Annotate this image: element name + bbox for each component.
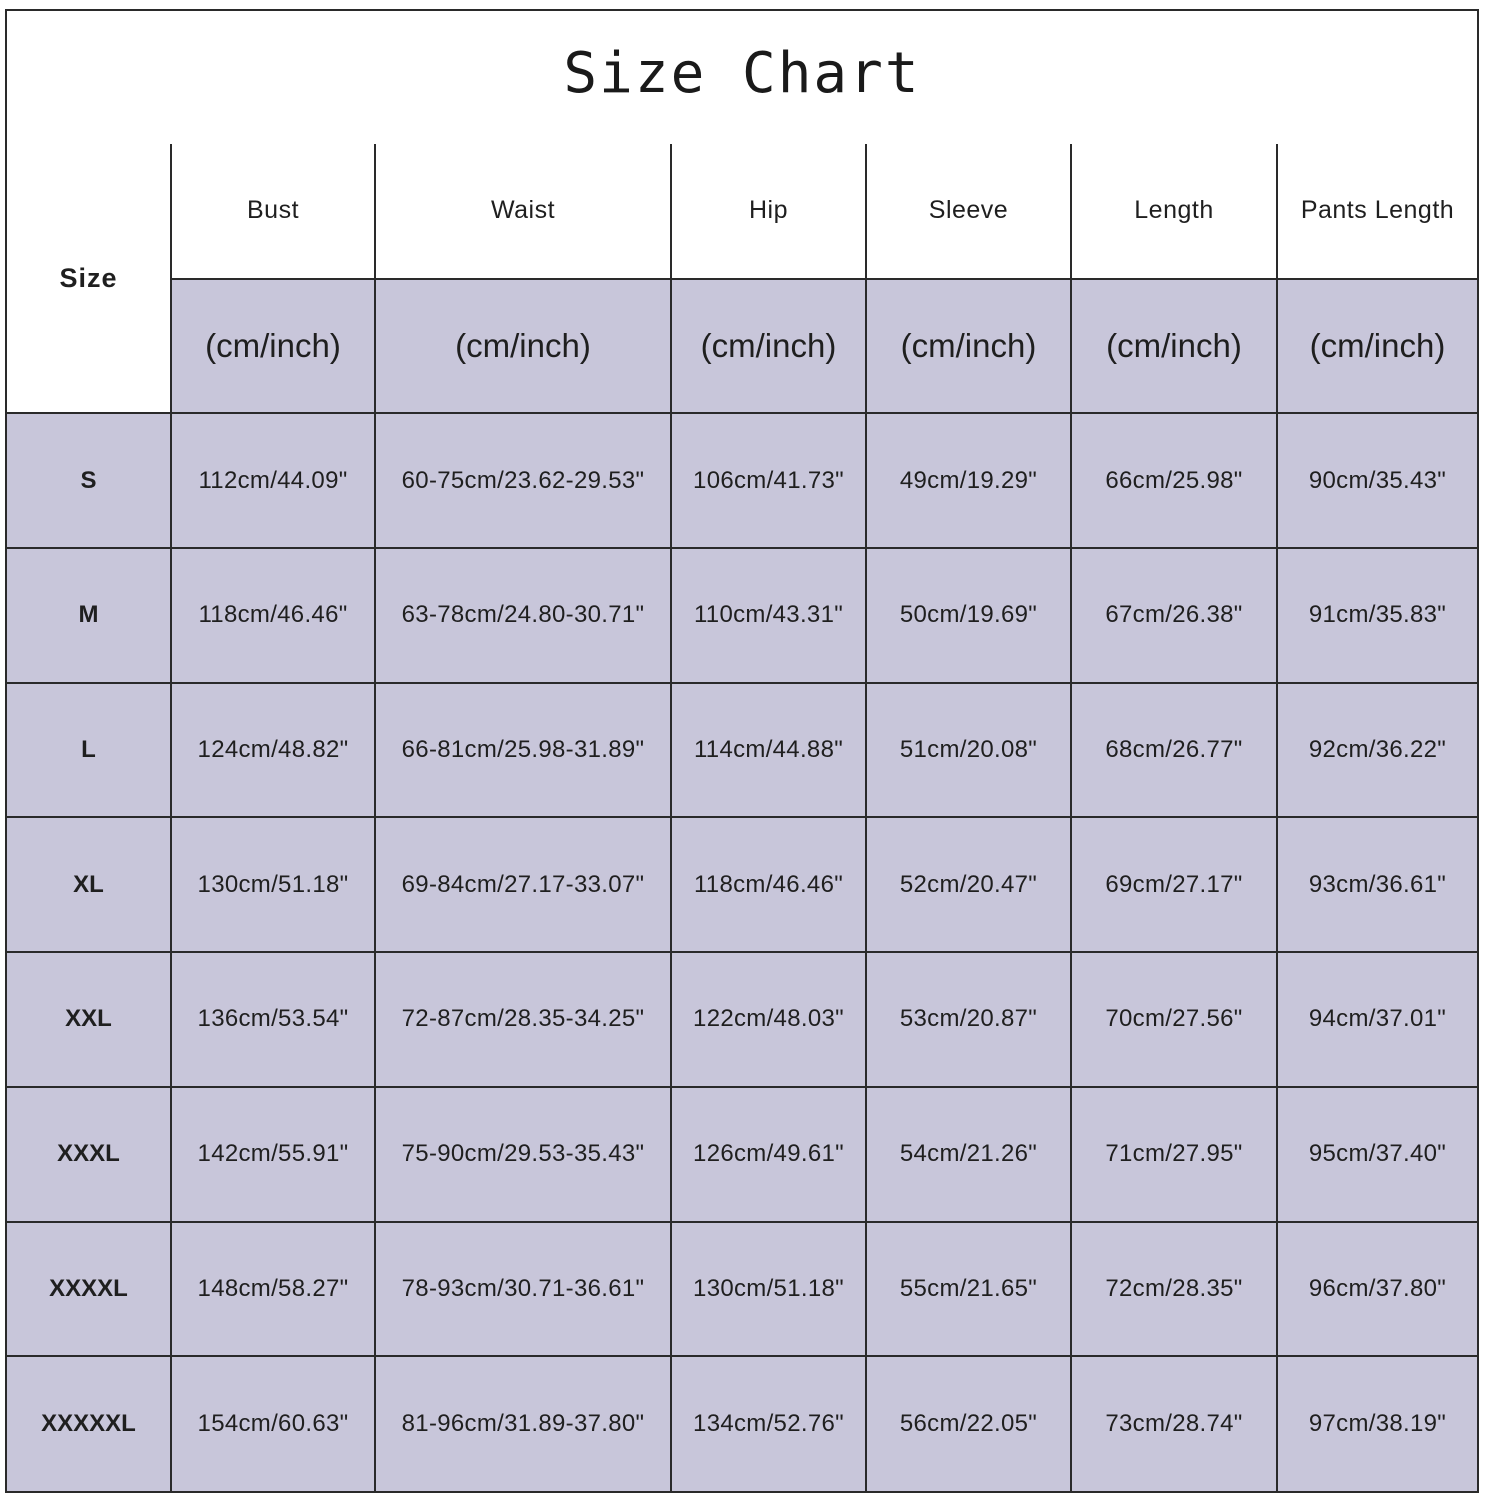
title-bar bbox=[7, 11, 1477, 146]
cell-length: 72cm/28.35" bbox=[1071, 1222, 1277, 1357]
table-row bbox=[7, 1087, 1477, 1222]
cell-sleeve: 51cm/20.08" bbox=[866, 683, 1071, 818]
cell-sleeve: 55cm/21.65" bbox=[866, 1222, 1071, 1357]
table-row bbox=[7, 1356, 1477, 1491]
unit-label-hip: (cm/inch) bbox=[671, 279, 866, 414]
size-cell: S bbox=[7, 413, 171, 548]
cell-hip: 118cm/46.46" bbox=[671, 817, 866, 952]
cell-bust: 130cm/51.18" bbox=[171, 817, 375, 952]
cell-bust: 118cm/46.46" bbox=[171, 548, 375, 683]
cell-waist: 75-90cm/29.53-35.43" bbox=[375, 1087, 671, 1222]
cell-hip: 110cm/43.31" bbox=[671, 548, 866, 683]
cell-length: 68cm/26.77" bbox=[1071, 683, 1277, 818]
cell-length: 73cm/28.74" bbox=[1071, 1356, 1277, 1491]
column-header-pants-length: Pants Length bbox=[1277, 144, 1477, 279]
table-row bbox=[7, 952, 1477, 1087]
unit-row bbox=[7, 279, 1477, 414]
cell-sleeve: 56cm/22.05" bbox=[866, 1356, 1071, 1491]
cell-hip: 106cm/41.73" bbox=[671, 413, 866, 548]
cell-length: 66cm/25.98" bbox=[1071, 413, 1277, 548]
column-header-bust: Bust bbox=[171, 144, 375, 279]
cell-sleeve: 50cm/19.69" bbox=[866, 548, 1071, 683]
cell-sleeve: 49cm/19.29" bbox=[866, 413, 1071, 548]
cell-pants-length: 91cm/35.83" bbox=[1277, 548, 1477, 683]
cell-waist: 81-96cm/31.89-37.80" bbox=[375, 1356, 671, 1491]
cell-length: 69cm/27.17" bbox=[1071, 817, 1277, 952]
cell-waist: 63-78cm/24.80-30.71" bbox=[375, 548, 671, 683]
cell-hip: 122cm/48.03" bbox=[671, 952, 866, 1087]
cell-sleeve: 54cm/21.26" bbox=[866, 1087, 1071, 1222]
cell-pants-length: 96cm/37.80" bbox=[1277, 1222, 1477, 1357]
unit-label-waist: (cm/inch) bbox=[375, 279, 671, 414]
column-header-waist: Waist bbox=[375, 144, 671, 279]
column-header-length: Length bbox=[1071, 144, 1277, 279]
cell-hip: 114cm/44.88" bbox=[671, 683, 866, 818]
cell-sleeve: 53cm/20.87" bbox=[866, 952, 1071, 1087]
cell-length: 67cm/26.38" bbox=[1071, 548, 1277, 683]
unit-label-pants-length: (cm/inch) bbox=[1277, 279, 1477, 414]
cell-sleeve: 52cm/20.47" bbox=[866, 817, 1071, 952]
size-cell: XXXL bbox=[7, 1087, 171, 1222]
size-cell: XL bbox=[7, 817, 171, 952]
header-row bbox=[7, 144, 1477, 279]
cell-pants-length: 92cm/36.22" bbox=[1277, 683, 1477, 818]
cell-waist: 66-81cm/25.98-31.89" bbox=[375, 683, 671, 818]
size-chart bbox=[5, 9, 1479, 1493]
cell-pants-length: 97cm/38.19" bbox=[1277, 1356, 1477, 1491]
size-cell: XXL bbox=[7, 952, 171, 1087]
size-cell: M bbox=[7, 548, 171, 683]
page-title: Size Chart bbox=[563, 41, 921, 106]
unit-label-length: (cm/inch) bbox=[1071, 279, 1277, 414]
size-table bbox=[7, 144, 1477, 1491]
cell-pants-length: 93cm/36.61" bbox=[1277, 817, 1477, 952]
cell-pants-length: 95cm/37.40" bbox=[1277, 1087, 1477, 1222]
unit-label-sleeve: (cm/inch) bbox=[866, 279, 1071, 414]
cell-bust: 112cm/44.09" bbox=[171, 413, 375, 548]
size-column-header: Size bbox=[7, 144, 171, 413]
cell-bust: 154cm/60.63" bbox=[171, 1356, 375, 1491]
table-row bbox=[7, 683, 1477, 818]
cell-hip: 126cm/49.61" bbox=[671, 1087, 866, 1222]
unit-label-bust: (cm/inch) bbox=[171, 279, 375, 414]
column-header-hip: Hip bbox=[671, 144, 866, 279]
size-cell: XXXXXL bbox=[7, 1356, 171, 1491]
cell-bust: 136cm/53.54" bbox=[171, 952, 375, 1087]
size-cell: XXXXL bbox=[7, 1222, 171, 1357]
cell-hip: 134cm/52.76" bbox=[671, 1356, 866, 1491]
cell-bust: 124cm/48.82" bbox=[171, 683, 375, 818]
cell-bust: 148cm/58.27" bbox=[171, 1222, 375, 1357]
cell-waist: 72-87cm/28.35-34.25" bbox=[375, 952, 671, 1087]
cell-pants-length: 94cm/37.01" bbox=[1277, 952, 1477, 1087]
cell-length: 71cm/27.95" bbox=[1071, 1087, 1277, 1222]
cell-length: 70cm/27.56" bbox=[1071, 952, 1277, 1087]
column-header-sleeve: Sleeve bbox=[866, 144, 1071, 279]
table-row bbox=[7, 548, 1477, 683]
size-cell: L bbox=[7, 683, 171, 818]
cell-waist: 78-93cm/30.71-36.61" bbox=[375, 1222, 671, 1357]
cell-pants-length: 90cm/35.43" bbox=[1277, 413, 1477, 548]
cell-hip: 130cm/51.18" bbox=[671, 1222, 866, 1357]
table-row bbox=[7, 413, 1477, 548]
cell-waist: 60-75cm/23.62-29.53" bbox=[375, 413, 671, 548]
cell-bust: 142cm/55.91" bbox=[171, 1087, 375, 1222]
cell-waist: 69-84cm/27.17-33.07" bbox=[375, 817, 671, 952]
table-row bbox=[7, 1222, 1477, 1357]
table-row bbox=[7, 817, 1477, 952]
